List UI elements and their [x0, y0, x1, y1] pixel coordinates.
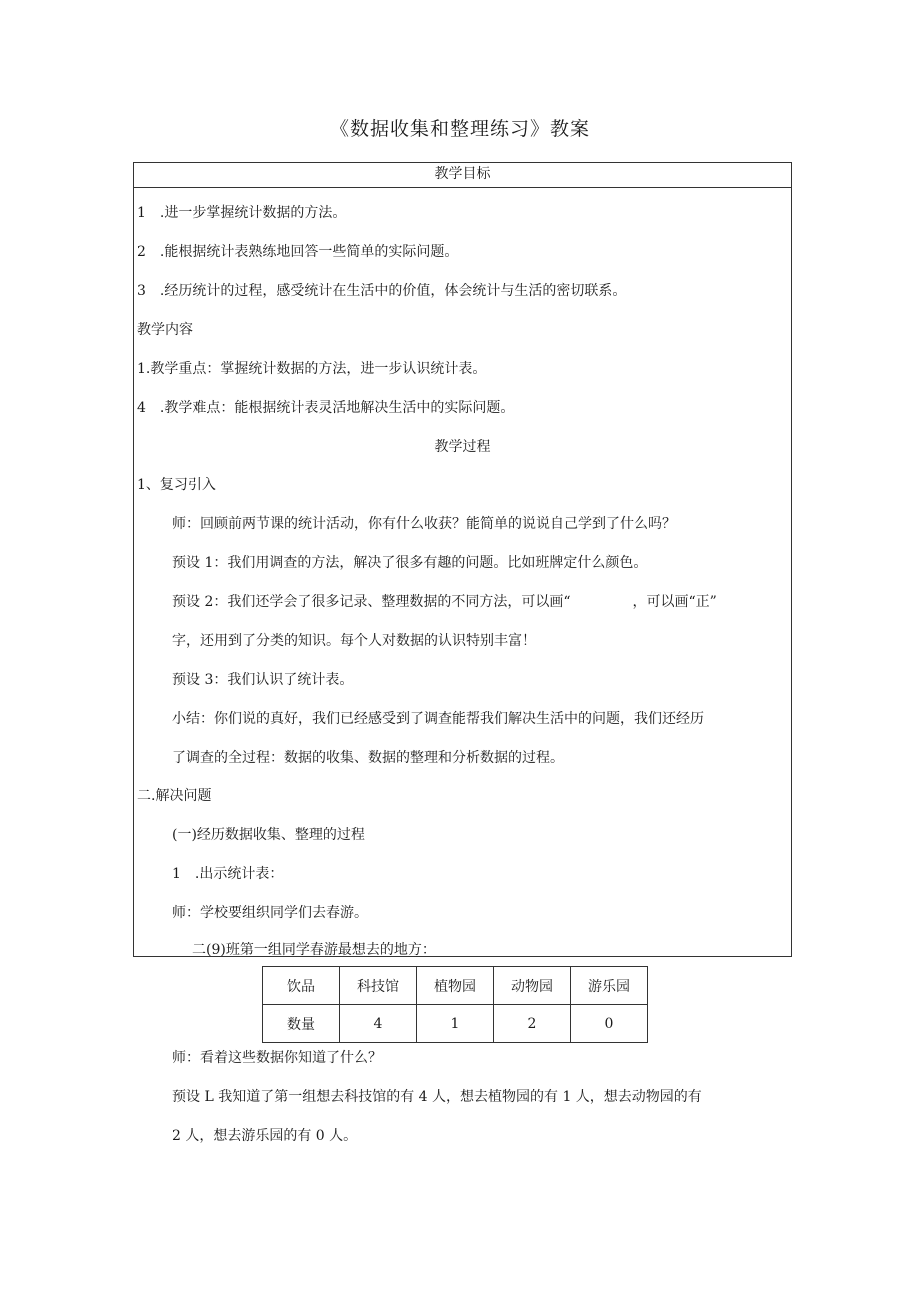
difficulty-number: 4	[137, 400, 146, 416]
content-heading: 教学内容	[137, 322, 193, 338]
teacher-question-2: 师：看着这些数据你知道了什么？	[172, 1050, 382, 1066]
preset-3: 预设 3：我们认识了统计表。	[172, 672, 354, 688]
spring-trip-table	[262, 966, 648, 1043]
objective-number: 1	[137, 205, 146, 221]
objective-text: .进一步掌握统计数据的方法。	[159, 205, 347, 221]
key-point: 1.教学重点：掌握统计数据的方法，进一步认识统计表。	[137, 361, 487, 377]
teacher-question-1: 师：回顾前两节课的统计活动，你有什么收获？能简单的说说自己学到了什么吗？	[172, 516, 676, 532]
preset-1: 预设 1：我们用调查的方法，解决了很多有趣的问题。比如班牌定什么颜色。	[172, 555, 648, 571]
difficulty-text: .教学难点：能根据统计表灵活地解决生活中的实际问题。	[159, 400, 515, 416]
step-text: .出示统计表：	[194, 866, 284, 882]
table-cell: 0	[571, 1005, 648, 1043]
objectives-heading: 教学目标	[434, 166, 491, 182]
table-header-cell: 科技馆	[340, 967, 417, 1005]
solve-heading: 二.解决问题	[137, 788, 212, 804]
heading-divider	[134, 187, 791, 188]
summary-line-2: 了调查的全过程：数据的收集、数据的整理和分析数据的过程。	[172, 750, 564, 766]
preset-2-part-b: ，可以画“正”	[632, 594, 717, 610]
process-heading: 教学过程	[434, 439, 491, 455]
review-heading: 1、复习引入	[137, 477, 216, 493]
objective-item-2	[137, 242, 458, 262]
objective-text: .能根据统计表熟练地回答一些简单的实际问题。	[159, 244, 459, 260]
answer-line-1: 预设 L 我知道了第一组想去科技馆的有 4 人，想去植物园的有 1 人，想去动物园的有	[172, 1089, 702, 1105]
table-cell: 4	[340, 1005, 417, 1043]
table-header-cell: 游乐园	[571, 967, 648, 1005]
table-row	[263, 1005, 648, 1043]
table-cell: 2	[494, 1005, 571, 1043]
teacher-spring-trip: 师：学校要组织同学们去春游。	[172, 905, 368, 921]
preset-2	[172, 592, 717, 612]
document-title: 《数据收集和整理练习》教案	[329, 118, 590, 140]
table-header-cell: 动物园	[494, 967, 571, 1005]
difficulty	[137, 398, 514, 418]
summary-line-1: 小结：你们说的真好，我们已经感受到了调查能帮我们解决生活中的问题，我们还经历	[172, 711, 704, 727]
objective-number: 2	[137, 244, 146, 260]
class-line: 二(9)班第一组同学春游最想去的地方：	[192, 942, 436, 958]
step-number: 1	[172, 866, 181, 882]
preset-2-part-a: 预设 2：我们还学会了很多记录、整理数据的不同方法，可以画“	[172, 594, 571, 610]
table-header-cell: 饮品	[263, 967, 340, 1005]
objective-number: 3	[137, 283, 146, 299]
answer-line-2: 2 人，想去游乐园的有 0 人。	[172, 1128, 358, 1144]
objective-text: .经历统计的过程，感受统计在生活中的价值，体会统计与生活的密切联系。	[159, 283, 627, 299]
preset-2-continued: 字，还用到了分类的知识。每个人对数据的认识特别丰富！	[172, 633, 536, 649]
table-row-label: 数量	[263, 1005, 340, 1043]
table-header-row	[263, 967, 648, 1005]
sub-heading: (一)经历数据收集、整理的过程	[172, 827, 365, 843]
table-header-cell: 植物园	[417, 967, 494, 1005]
step-1	[172, 864, 283, 884]
objective-item-1	[137, 203, 346, 223]
objective-item-3	[137, 281, 626, 301]
table-cell: 1	[417, 1005, 494, 1043]
